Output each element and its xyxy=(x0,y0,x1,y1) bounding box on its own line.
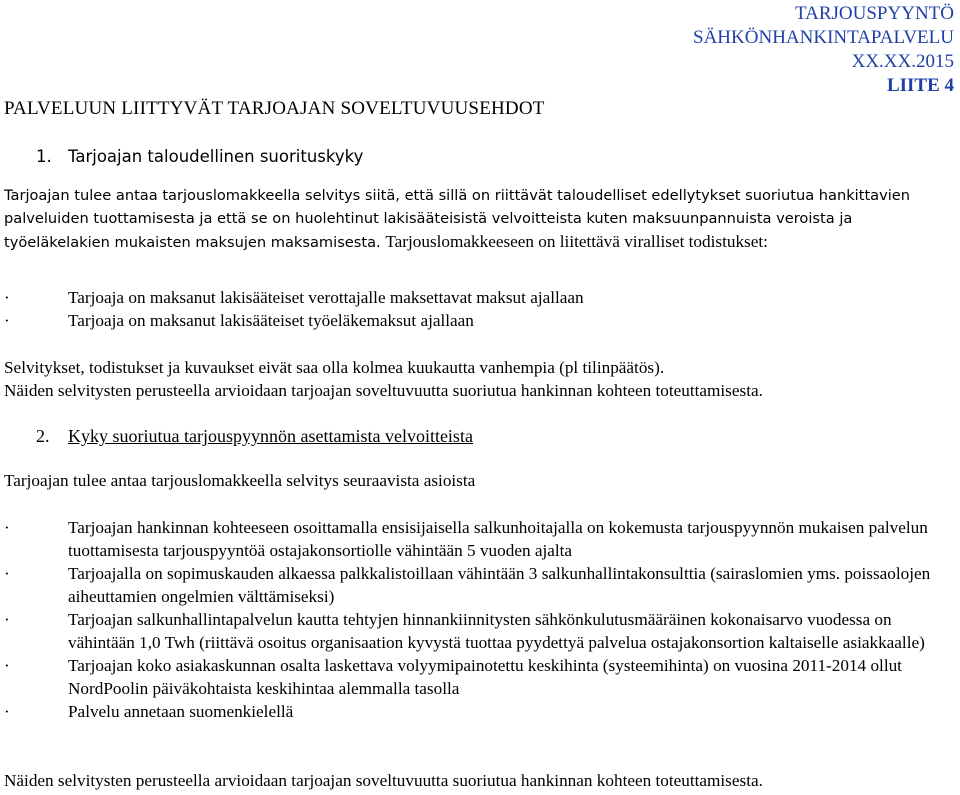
list-item xyxy=(4,700,956,723)
section-1-intro xyxy=(4,184,956,254)
header-doc-type: TARJOUSPYYNTÖ xyxy=(795,3,954,24)
list-item-text: Tarjoajan salkunhallintapalvelun kautta tehtyjen hinnankiinnitysten sähkönkulutusmääräinen kokonaisarvo vuodessa on vähintään 1,0 Twh (riittävä osoitus organisaation kyvystä tuottaa pyydettyä palvelua ostajakonsortion kaltaiselle asiakkaalle) xyxy=(68,610,925,652)
header-service-name: SÄHKÖNHANKINTAPALVELU xyxy=(693,27,954,48)
document-header xyxy=(693,2,954,98)
document-title: PALVELUUN LIITTYVÄT TARJOAJAN SOVELTUVUUSEHDOT xyxy=(4,98,545,119)
bullet-dot-icon: · xyxy=(4,518,10,537)
list-item-text: Tarjoaja on maksanut lakisääteiset työeläkemaksut ajallaan xyxy=(68,311,474,330)
list-item-text: Palvelu annetaan suomenkielellä xyxy=(68,702,294,721)
bullet-dot-icon: · xyxy=(4,311,10,330)
section-2-bullet-list xyxy=(4,516,956,723)
bullet-dot-icon: · xyxy=(4,288,10,307)
list-item xyxy=(4,286,956,309)
list-item-text: Tarjoajalla on sopimuskauden alkaessa palkkalistoillaan vähintään 3 salkunhallintakonsulttia (sairaslomien yms. poissaolojen aiheuttamien ongelmien välttämiseksi) xyxy=(68,564,931,606)
section-2-number: 2. xyxy=(36,426,50,446)
list-item-text: Tarjoaja on maksanut lakisääteiset verottajalle maksettavat maksut ajallaan xyxy=(68,288,584,307)
bullet-dot-icon: · xyxy=(4,702,10,721)
section-1-intro-text: Tarjoajan tulee antaa tarjouslomakkeella selvitys siitä, että sillä on riittävät taloudelliset edellytykset suoriutua hankittavien palveluiden tuottamisesta ja että se on huolehtinut lakisääteisistä velvoitteista kuten maksuunpannuista veroista ja työeläkelakien mukaisten maksujen maksamisesta. xyxy=(4,187,911,251)
section-1-number: 1. xyxy=(36,147,52,166)
section-2-conclusion: Näiden selvitysten perusteella arvioidaan tarjoajan soveltuvuutta suoriutua hankinnan kohteen toteuttamisesta. xyxy=(4,771,763,790)
list-item xyxy=(4,608,956,654)
section-1-heading xyxy=(36,147,363,166)
list-item xyxy=(4,309,956,332)
section-1-note-age: Selvitykset, todistukset ja kuvaukset eivät saa olla kolmea kuukautta vanhempia (pl tilinpäätös). xyxy=(4,358,665,377)
header-appendix-label: LIITE 4 xyxy=(886,75,954,96)
section-1-note-evaluation: Näiden selvitysten perusteella arvioidaan tarjoajan soveltuvuutta suoriutua hankinnan kohteen toteuttamisesta. xyxy=(4,381,763,400)
section-1-bullet-list xyxy=(4,286,956,332)
bullet-dot-icon: · xyxy=(4,656,10,675)
bullet-dot-icon: · xyxy=(4,564,10,583)
section-2-intro: Tarjoajan tulee antaa tarjouslomakkeella selvitys seuraavista asioista xyxy=(4,471,476,490)
section-2-heading-text: Kyky suoriutua tarjouspyynnön asettamista velvoitteista xyxy=(68,426,473,446)
list-item xyxy=(4,562,956,608)
header-date: XX.XX.2015 xyxy=(851,51,954,72)
section-1-heading-text: Tarjoajan taloudellinen suorituskyky xyxy=(68,147,364,166)
bullet-dot-icon: · xyxy=(4,610,10,629)
list-item-text: Tarjoajan hankinnan kohteeseen osoittamalla ensisijaisella salkunhoitajalla on kokemusta tarjouspyynnön mukaisen palvelun tuottamisesta tarjouspyyntöä ostajakonsortiolle vähintään 5 vuoden ajalta xyxy=(68,518,928,560)
list-item xyxy=(4,516,956,562)
list-item xyxy=(4,654,956,700)
section-2-heading xyxy=(36,426,473,447)
section-1-intro-tail: Tarjouslomakkeeseen on liitettävä viralliset todistukset: xyxy=(385,232,768,251)
list-item-text: Tarjoajan koko asiakaskunnan osalta laskettava volyymipainotettu keskihinta (systeemihinta) on vuosina 2011-2014 ollut NordPoolin päiväkohtaista keskihintaa alemmalla tasolla xyxy=(68,656,902,698)
